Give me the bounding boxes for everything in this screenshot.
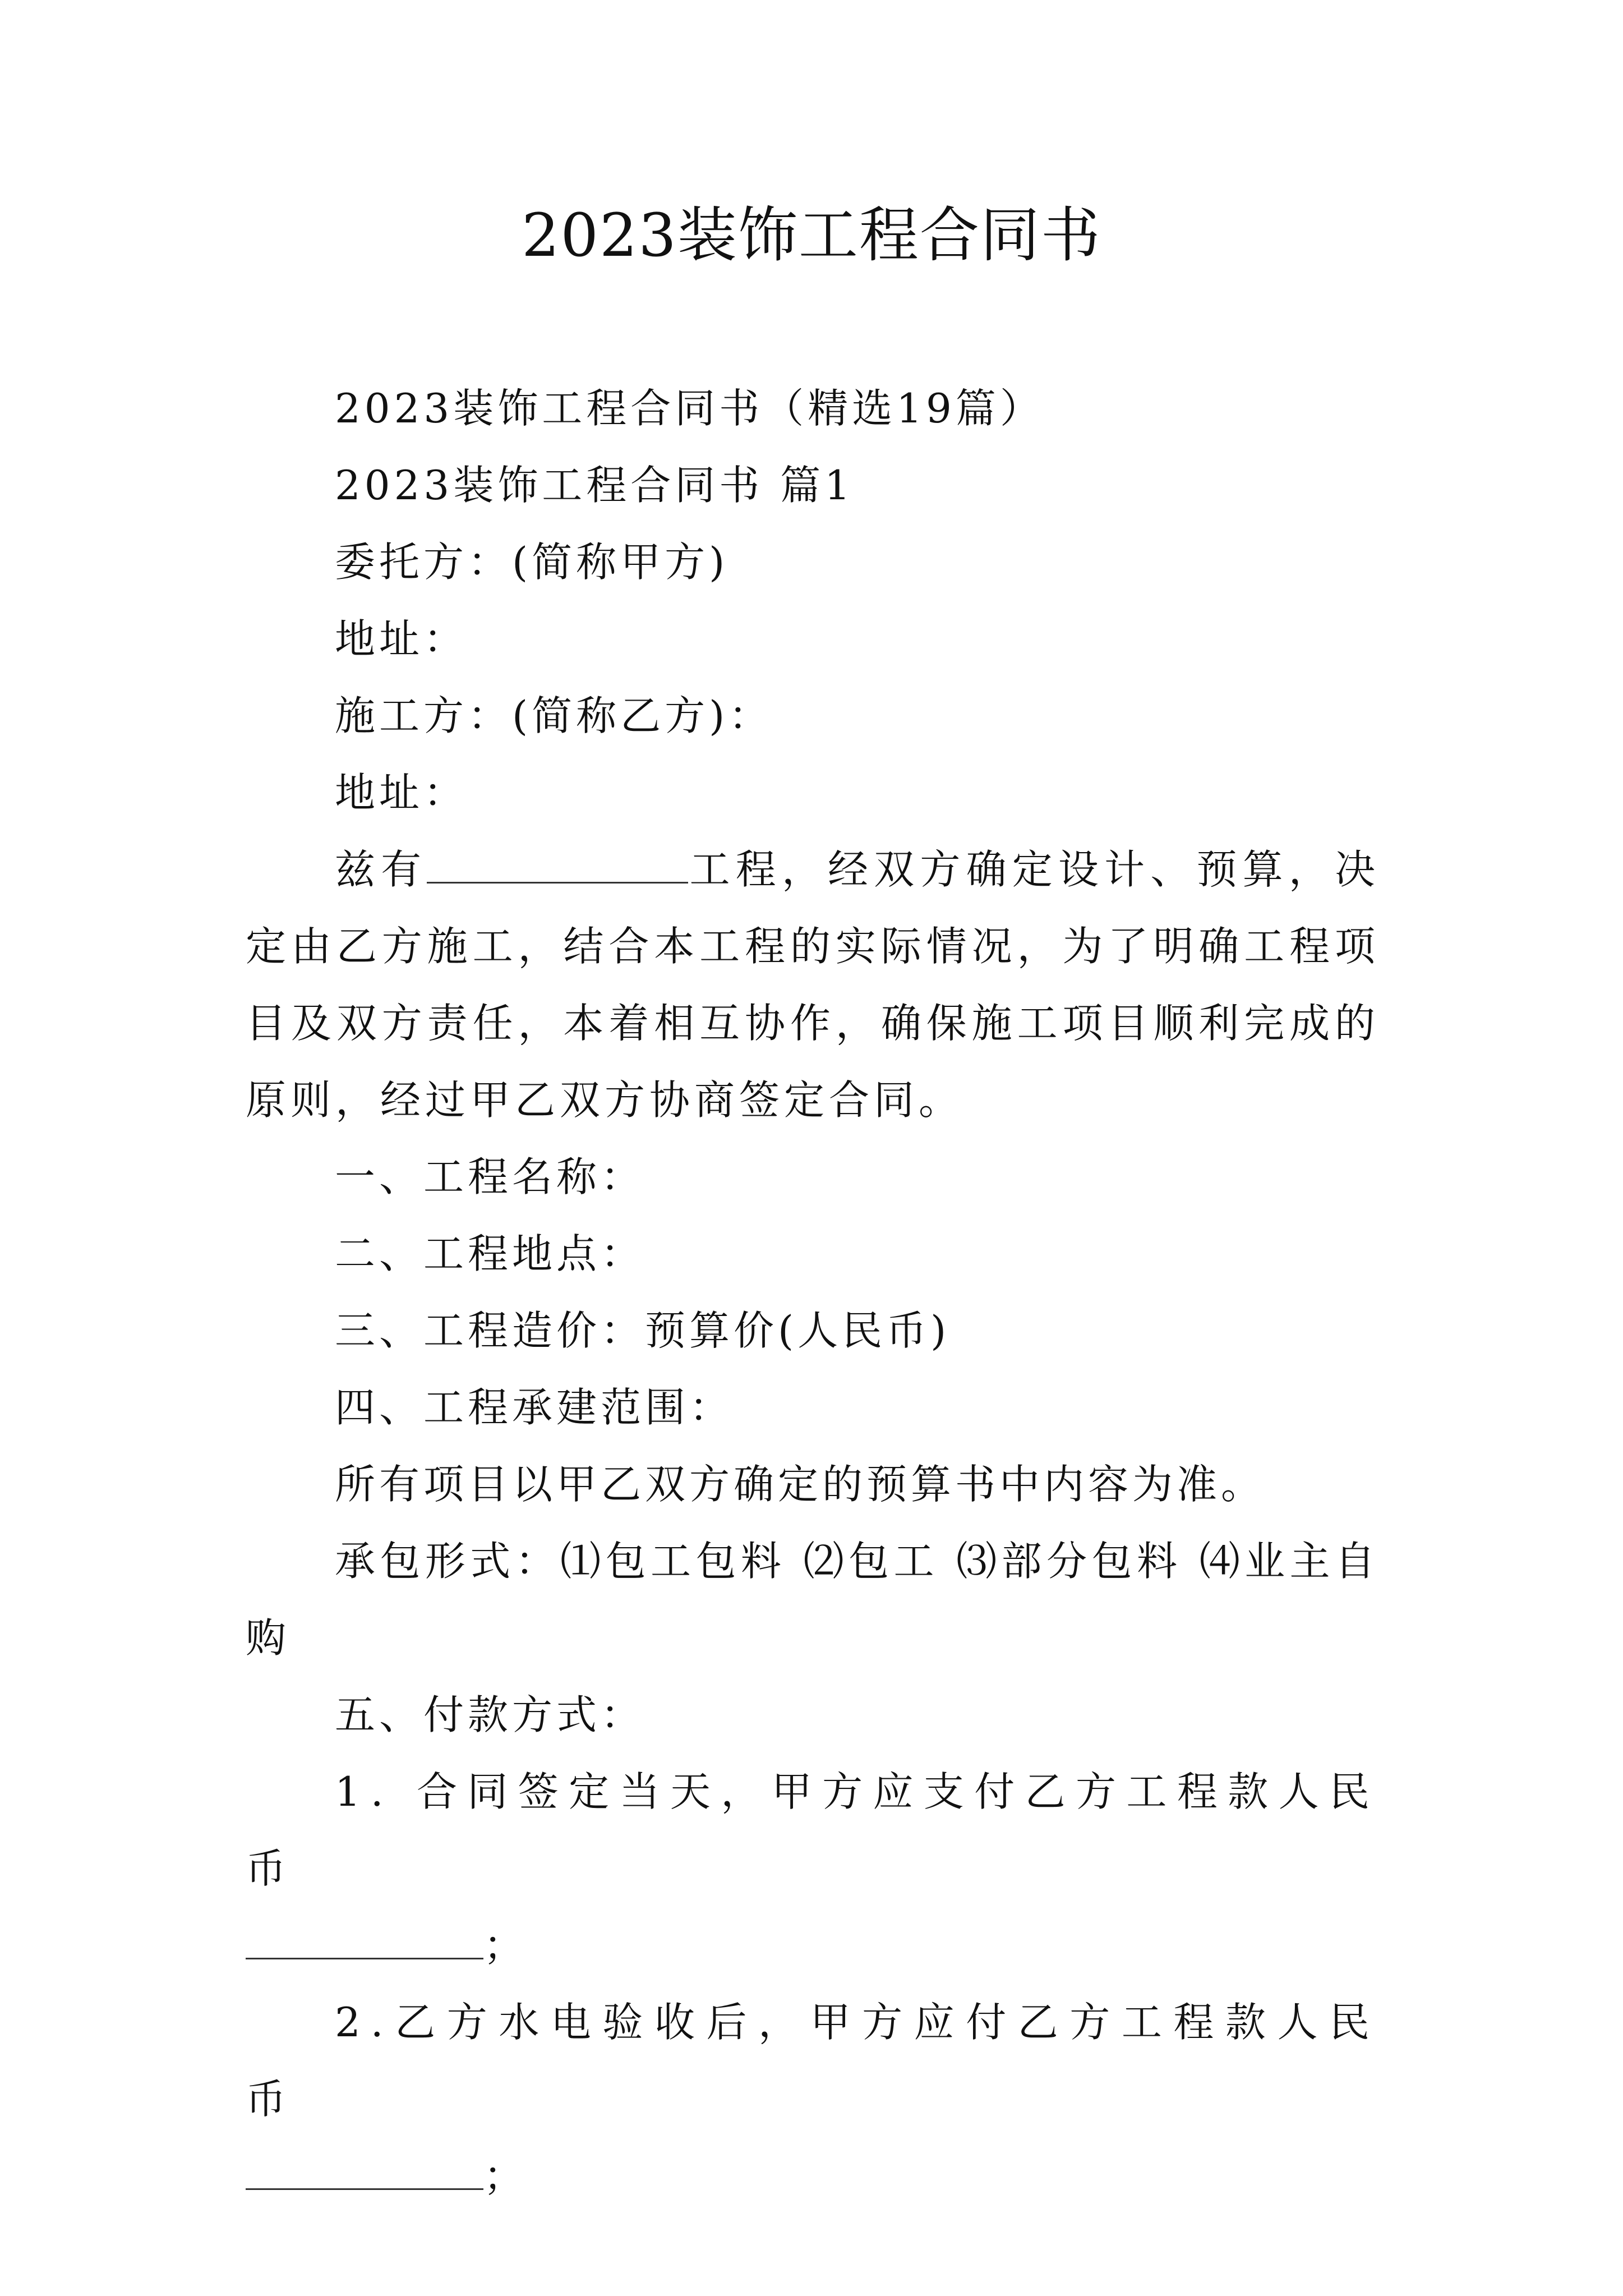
document-subtitle: 2023装饰工程合同书（精选19篇） [335, 385, 1044, 432]
payment-clause-2-blank-line [246, 2138, 1380, 2215]
client-address-label: 地址： [335, 615, 468, 662]
item-project-scope: 四、工程承建范围： [335, 1384, 734, 1431]
intro-prefix: 兹有 [335, 846, 427, 893]
project-name-blank [427, 844, 688, 884]
section-heading: 2023装饰工程合同书 篇1 [335, 462, 854, 509]
scope-text: 所有项目以甲乙双方确定的预算书中内容为准。 [335, 1461, 1266, 1508]
payment-2-amount-blank [246, 2150, 483, 2190]
document-title: 2023装饰工程合同书 [522, 201, 1101, 270]
intro-paragraph [246, 831, 1380, 1139]
item-project-location: 二、工程地点： [335, 1230, 645, 1277]
intro-text: 工程，经双方确定设计、预算，决定由乙方施工，结合本工程的实际情况，为了明确工程项目及双方责任，本着相互协作，确保施工项目顺利完成的原则，经过甲乙双方协商签定合同。 [246, 846, 1380, 1124]
client-label: 委托方：(简称甲方) [335, 539, 729, 586]
payment-1-amount-blank [246, 1920, 483, 1959]
contractor-address-label: 地址： [335, 769, 468, 816]
payment-clause-1-blank-line [246, 1907, 1380, 1984]
payment-1-end: ； [483, 1922, 528, 1969]
document-body [246, 370, 1380, 2215]
item-payment-method: 五、付款方式： [335, 1691, 645, 1738]
payment-2-end: ； [483, 2152, 528, 2200]
payment-clause-1: 1. 合同签定当天，甲方应支付乙方工程款人民币 [246, 1768, 1380, 1892]
payment-clause-2: 2.乙方水电验收后，甲方应付乙方工程款人民币 [246, 1999, 1380, 2123]
item-project-cost: 三、工程造价：预算价(人民币) [335, 1307, 951, 1354]
contract-form: 承包形式：⑴包工包料 ⑵包工 ⑶部分包料 ⑷业主自购 [246, 1538, 1380, 1662]
item-project-name: 一、工程名称： [335, 1153, 645, 1200]
contractor-label: 施工方：(简称乙方)： [335, 692, 773, 739]
